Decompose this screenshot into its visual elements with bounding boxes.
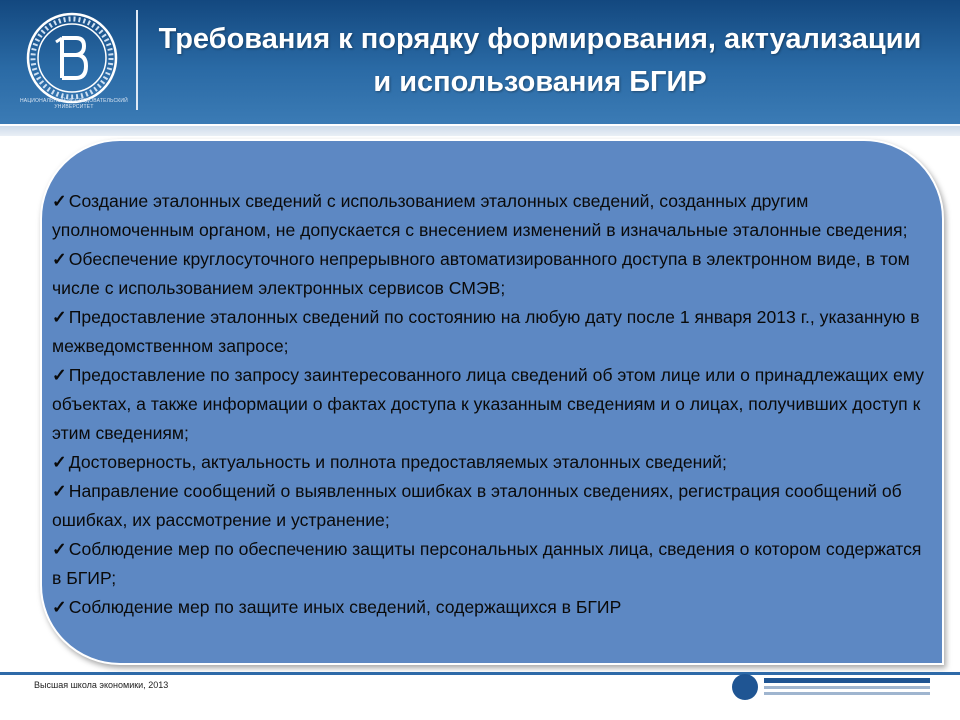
list-item-text: Соблюдение мер по защите иных сведений, содержащихся в БГИР xyxy=(68,597,622,617)
list-item xyxy=(52,187,932,245)
list-item-text: Предоставление эталонных сведений по состоянию на любую дату после 1 января 2013 г., указанную в межведомственном запросе; xyxy=(52,307,920,356)
requirements-list xyxy=(52,187,932,622)
list-item xyxy=(52,448,932,477)
header-divider xyxy=(136,10,138,110)
list-item xyxy=(52,303,932,361)
logo-caption: НАЦИОНАЛЬНЫЙ ИССЛЕДОВАТЕЛЬСКИЙ УНИВЕРСИТЕТ xyxy=(20,98,128,110)
list-item-text: Обеспечение круглосуточного непрерывного автоматизированного доступа в электронном виде, в том числе с использованием электронных сервисов СМЭВ; xyxy=(52,249,910,298)
list-item-text: Предоставление по запросу заинтересованного лица сведений об этом лице или о принадлежащих ему объектах, а также информации о фактах доступа к указанным сведениям и о лицах, получивших доступ к этим сведениям; xyxy=(52,365,924,443)
list-item xyxy=(52,245,932,303)
list-item-text: Создание эталонных сведений с использованием эталонных сведений, созданных другим уполномоченным органом, не допускается с внесением изменений в изначальные эталонные сведения; xyxy=(52,191,908,240)
checkmark-icon: ✓ xyxy=(52,452,67,472)
list-item-text: Достоверность, актуальность и полнота предоставляемых эталонных сведений; xyxy=(68,452,727,472)
footer-copyright: Высшая школа экономики, 2013 xyxy=(34,680,169,690)
checkmark-icon: ✓ xyxy=(52,481,67,501)
list-item-text: Направление сообщений о выявленных ошибках в эталонных сведениях, регистрация сообщений об ошибках, их рассмотрение и устранение; xyxy=(52,481,902,530)
checkmark-icon: ✓ xyxy=(52,597,67,617)
footer-institute-logo xyxy=(764,678,930,698)
list-item-text: Соблюдение мер по обеспечению защиты персональных данных лица, сведения о котором содержатся в БГИР; xyxy=(52,539,922,588)
page-title: Требования к порядку формирования, актуализации и использования БГИР xyxy=(158,23,922,98)
checkmark-icon: ✓ xyxy=(52,365,67,385)
list-item xyxy=(52,593,932,622)
checkmark-icon: ✓ xyxy=(52,249,67,269)
list-item xyxy=(52,477,932,535)
checkmark-icon: ✓ xyxy=(52,191,67,211)
list-item xyxy=(52,361,932,448)
footer-divider xyxy=(0,672,960,675)
header-stripe xyxy=(0,124,960,136)
checkmark-icon: ✓ xyxy=(52,539,67,559)
checkmark-icon: ✓ xyxy=(52,307,67,327)
footer-logo-icon xyxy=(732,674,758,700)
list-item xyxy=(52,535,932,593)
